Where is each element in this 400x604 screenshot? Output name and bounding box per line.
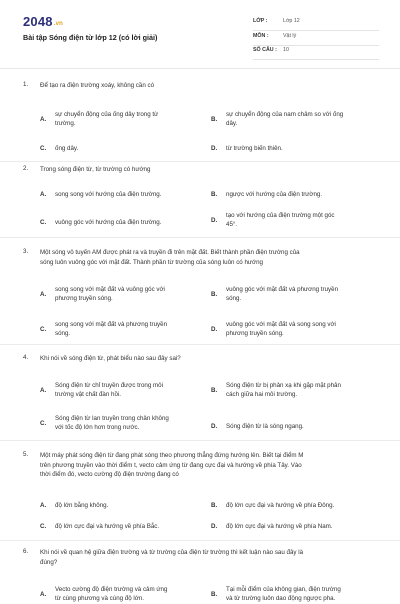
meta-label: MÔN : bbox=[253, 33, 269, 39]
option-letter: A. bbox=[40, 386, 47, 394]
option-text: độ lớn cực đại và hướng về phía Nam. bbox=[226, 523, 333, 530]
meta-value: Lớp 12 bbox=[283, 18, 300, 24]
document-header bbox=[0, 0, 400, 68]
option-letter: B. bbox=[211, 502, 218, 509]
site-logo[interactable]: 2048.vn bbox=[23, 14, 64, 29]
option-text: từ trường biến thiên. bbox=[226, 145, 283, 152]
option-text: vuông góc với mặt đất và song song với phương truyền sóng. bbox=[226, 321, 336, 338]
option-letter: D. bbox=[211, 325, 218, 333]
option-letter: A. bbox=[40, 502, 47, 509]
option-text: ngược với hướng của điện trường. bbox=[226, 191, 323, 198]
option-text: vuông góc với hướng của điện trường. bbox=[55, 219, 162, 226]
question-number: 6. bbox=[23, 548, 29, 555]
header-divider bbox=[0, 68, 400, 69]
meta-row bbox=[253, 45, 379, 60]
option-text: ống dây. bbox=[55, 145, 79, 152]
option-text: Vecto cường độ điện trường và cảm ứng từ cùng phương và cùng độ lớn. bbox=[55, 586, 168, 603]
option-letter: C. bbox=[40, 145, 47, 152]
option-text: Sóng điện từ chỉ truyền được trong môi trường vật chất đàn hồi. bbox=[55, 382, 163, 399]
question-number: 4. bbox=[23, 354, 29, 361]
meta-value: 10 bbox=[283, 47, 289, 53]
question-text: Để tạo ra điện trường xoáy, không cần có bbox=[40, 82, 155, 89]
option-text: song song với mặt đất và phương truyền sóng. bbox=[55, 321, 168, 338]
question-number: 5. bbox=[23, 451, 29, 458]
option-letter: A. bbox=[40, 191, 47, 198]
option-letter: D. bbox=[211, 216, 218, 224]
meta-row bbox=[253, 31, 379, 46]
page-title: Bài tập Sóng điện từ lớp 12 (có lời giải) bbox=[23, 33, 158, 42]
option-text: vuông góc với mặt đất và phương truyền sóng. bbox=[226, 286, 339, 303]
option-letter: B. bbox=[211, 386, 218, 394]
option-text: Tại mỗi điểm của không gian, điện trường và từ trường luôn dao động ngược pha. bbox=[226, 586, 341, 603]
question-text: Trong sóng điện từ, từ trường có hướng bbox=[40, 166, 151, 173]
option-text: sự chuyển động của nam châm so với ống dây. bbox=[226, 111, 344, 128]
option-letter: D. bbox=[211, 523, 218, 530]
option-letter: A. bbox=[40, 115, 47, 123]
option-letter: C. bbox=[40, 219, 47, 226]
question-divider bbox=[0, 540, 400, 541]
option-text: Sóng điện từ là sóng ngang. bbox=[226, 423, 304, 430]
option-text: Sóng điện từ bị phản xạ khi gặp mặt phân cách giữa hai môi trường. bbox=[226, 382, 341, 399]
option-letter: A. bbox=[40, 290, 47, 298]
option-letter: A. bbox=[40, 590, 47, 598]
option-letter: B. bbox=[211, 290, 218, 298]
meta-label: SỐ CÂU : bbox=[253, 47, 277, 53]
question-text: Khi nói về quan hệ giữa điện trường và từ trường của điện từ trường thì kết luận nào sau đây là đúng? bbox=[40, 549, 304, 566]
option-letter: C. bbox=[40, 325, 47, 333]
meta-value: Vật lý bbox=[283, 33, 297, 39]
option-text: Sóng điện từ lan truyền trong chân không với tốc độ lớn hơn trong nước. bbox=[55, 415, 169, 432]
option-text: độ lớn cực đại và hướng về phía Đông. bbox=[226, 502, 335, 509]
option-letter: D. bbox=[211, 423, 218, 430]
option-letter: D. bbox=[211, 145, 218, 152]
question-divider bbox=[0, 440, 400, 441]
question-divider bbox=[0, 237, 400, 238]
question-text: Khi nói về sóng điện từ, phát biểu nào sau đây sai? bbox=[40, 355, 181, 362]
option-letter: B. bbox=[211, 115, 218, 123]
question-text: Một máy phát sóng điện từ đang phát sóng theo phương thẳng đứng hướng lên. Biết tại điểm M trên phương truyền vào thời điểm t, vecto cảm ứng từ đang cực đại và hướng về phía Tây. Vào thời điểm đó, vecto cường độ điện trường đang có bbox=[40, 452, 304, 479]
option-text: song song với hướng của điện trường. bbox=[55, 191, 162, 198]
meta-row bbox=[253, 16, 379, 31]
option-text: tạo với hướng của điện trường một góc 45°. bbox=[226, 212, 335, 229]
question-number: 3. bbox=[23, 248, 29, 255]
meta-label: LỚP : bbox=[253, 18, 268, 24]
option-text: sự chuyển động của ống dây trong từ trường. bbox=[55, 111, 159, 128]
question-divider bbox=[0, 161, 400, 162]
option-text: độ lớn bằng không. bbox=[55, 502, 109, 509]
question-number: 1. bbox=[23, 81, 29, 88]
option-letter: B. bbox=[211, 191, 218, 198]
option-letter: B. bbox=[211, 590, 218, 598]
option-letter: C. bbox=[40, 523, 47, 530]
option-text: song song với mặt đất và vuông góc với phương truyền sóng. bbox=[55, 286, 165, 303]
question-text: Một sóng vô tuyến AM được phát ra và truyền đi trên mặt đất. Biết thành phần điện trường của sóng luôn vuông góc với mặt đất. Thành phần từ trường của sóng luôn có hướng bbox=[40, 249, 300, 266]
question-divider bbox=[0, 344, 400, 345]
option-text: độ lớn cực đại và hướng về phía Bắc. bbox=[55, 523, 160, 530]
question-number: 2. bbox=[23, 165, 29, 172]
option-letter: C. bbox=[40, 419, 47, 427]
